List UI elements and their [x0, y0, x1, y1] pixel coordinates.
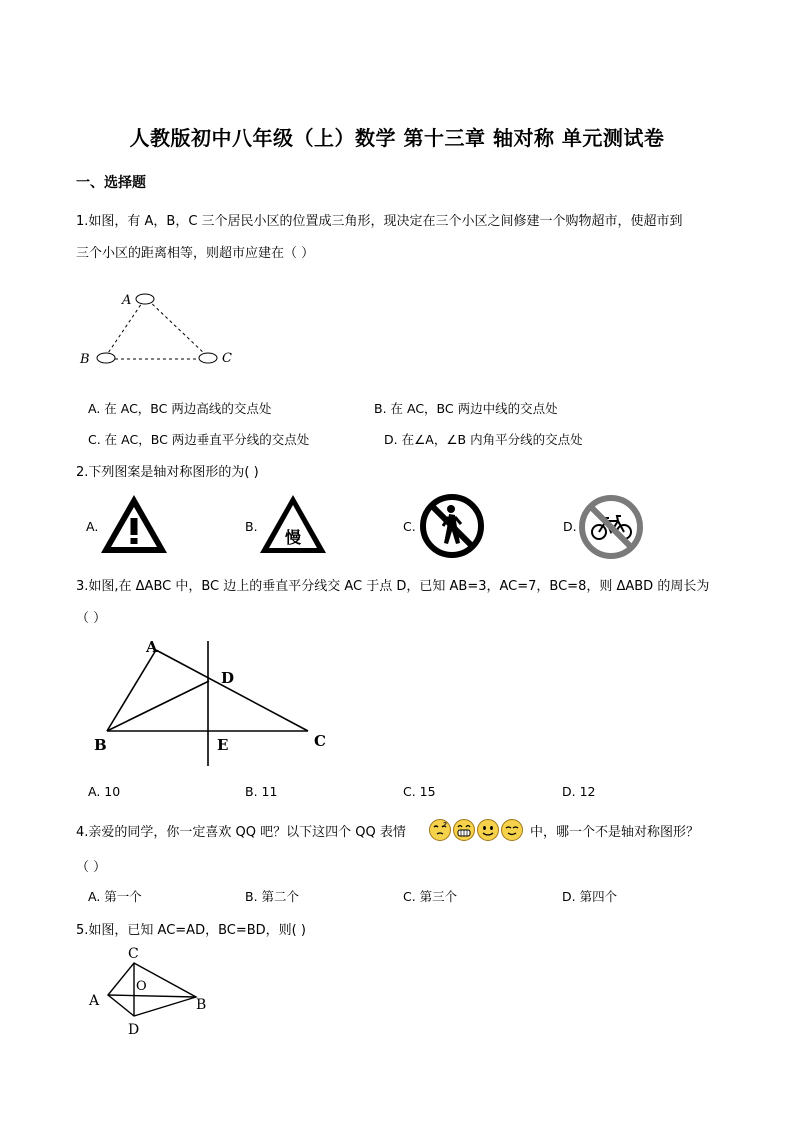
q1-label-a: A [122, 293, 132, 308]
q5-label-c: C [128, 946, 139, 962]
q4-option-d[interactable]: D. 第四个 [562, 889, 618, 904]
q5-kite-figure [85, 944, 215, 1039]
q2-option-a[interactable]: A. [86, 519, 99, 534]
qq-smile-emoji-icon [476, 818, 500, 842]
q1-point-c [199, 353, 217, 363]
page-title: 人教版初中八年级（上）数学 第十三章 轴对称 单元测试卷 [129, 126, 665, 150]
q4-option-c[interactable]: C. 第三个 [403, 889, 458, 904]
q1-option-d[interactable]: D. 在∠A，∠B 内角平分线的交点处 [384, 432, 583, 447]
qq-thinking-emoji-icon [428, 818, 452, 842]
q2-option-d[interactable]: D. [563, 519, 577, 534]
question-3-line-2: （ ） [76, 611, 107, 626]
q3-option-a[interactable]: A. 10 [88, 784, 121, 799]
slow-sign-text: 慢 [284, 528, 302, 547]
q4-option-b[interactable]: B. 第二个 [245, 889, 300, 904]
q1-option-c[interactable]: C. 在 AC，BC 两边垂直平分线的交点处 [88, 432, 310, 447]
q3-label-b: B [94, 736, 107, 754]
slow-sign-icon [258, 492, 328, 556]
q2-option-c[interactable]: C. [403, 519, 416, 534]
question-1-line-1: 1.如图，有 A，B，C 三个居民小区的位置成三角形，现决定在三个小区之间修建一个购物超市，使超市到 [76, 214, 683, 229]
q5-label-d: D [128, 1022, 140, 1038]
q1-option-a[interactable]: A. 在 AC，BC 两边高线的交点处 [88, 401, 272, 416]
q1-label-c: C [222, 351, 232, 366]
q5-label-a: A [89, 993, 100, 1009]
qq-grin-emoji-icon [452, 818, 476, 842]
q1-triangle-figure [75, 288, 245, 373]
q3-label-c: C [314, 732, 326, 750]
question-4-line-2: （ ） [76, 860, 107, 875]
no-pedestrian-sign-icon [419, 493, 485, 559]
q3-option-d[interactable]: D. 12 [562, 784, 596, 799]
warning-sign-icon [99, 492, 169, 556]
q3-label-e: E [217, 736, 229, 754]
q1-edge-ac [148, 300, 207, 356]
section-heading: 一、选择题 [76, 175, 146, 191]
question-1-line-2: 三个小区的距离相等，则超市应建在（ ） [76, 246, 315, 261]
q3-option-b[interactable]: B. 11 [245, 784, 278, 799]
question-5-line-1: 5.如图，已知 AC=AD，BC=BD，则( ) [76, 923, 306, 938]
q1-point-b [97, 353, 115, 363]
q3-option-c[interactable]: C. 15 [403, 784, 436, 799]
q3-triangle-figure [90, 638, 340, 773]
q1-edge-ab [106, 300, 144, 356]
q3-label-d: D [221, 669, 235, 687]
q2-option-b[interactable]: B. [245, 519, 258, 534]
question-2-line-1: 2.下列图案是轴对称图形的为( ) [76, 465, 259, 480]
q1-option-b[interactable]: B. 在 AC，BC 两边中线的交点处 [374, 401, 558, 416]
q5-label-b: B [196, 997, 207, 1013]
no-bicycle-sign-icon [578, 494, 644, 560]
question-3-line-1: 3.如图,在 ΔABC 中，BC 边上的垂直平分线交 AC 于点 D，已知 AB=3，AC=7，BC=8，则 ΔABD 的周长为 [76, 579, 710, 594]
q1-label-b: B [80, 352, 90, 367]
question-4-line-1b: 中，哪一个不是轴对称图形？ [530, 825, 700, 840]
svg-text:?: ? [443, 821, 448, 829]
q3-label-a: A [146, 638, 158, 656]
q5-label-o: O [136, 979, 147, 994]
qq-shy-smile-emoji-icon [500, 818, 524, 842]
question-4-line-1a: 4.亲爱的同学，你一定喜欢 QQ 吧？以下这四个 QQ 表情 [76, 825, 406, 840]
q4-option-a[interactable]: A. 第一个 [88, 889, 142, 904]
q1-point-a [136, 294, 154, 304]
